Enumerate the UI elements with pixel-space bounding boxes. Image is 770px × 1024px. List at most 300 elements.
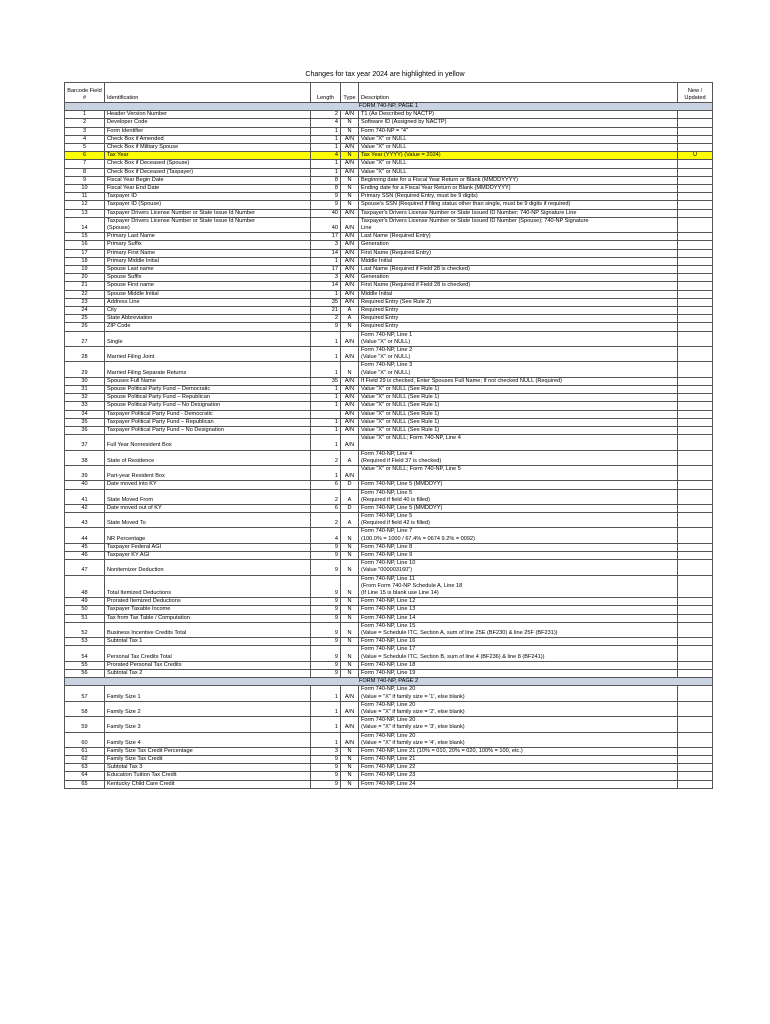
field-identification: Family Size Tax Credit Percentage — [105, 747, 311, 755]
table-row — [65, 307, 713, 315]
field-length: 14 — [311, 282, 341, 290]
field-length: 1 — [311, 347, 341, 362]
new-updated-flag — [678, 385, 713, 393]
field-description — [359, 217, 678, 232]
new-updated-flag — [678, 135, 713, 143]
new-updated-flag — [678, 282, 713, 290]
field-number: 60 — [65, 732, 105, 747]
field-description — [359, 717, 678, 732]
table-row — [65, 418, 713, 426]
field-identification: Spouse Political Party Fund – Democratic — [105, 385, 311, 393]
new-updated-flag — [678, 598, 713, 606]
field-description — [359, 701, 678, 716]
new-updated-flag — [678, 418, 713, 426]
field-description: Generation — [359, 241, 678, 249]
table-row — [65, 780, 713, 788]
field-type: N — [341, 780, 359, 788]
new-updated-flag — [678, 290, 713, 298]
field-type: N — [341, 152, 359, 160]
field-length: 1 — [311, 402, 341, 410]
field-number: 14 — [65, 217, 105, 232]
field-identification: Married Filing Joint — [105, 347, 311, 362]
field-type: D — [341, 504, 359, 512]
field-number: 63 — [65, 764, 105, 772]
field-number: 4 — [65, 135, 105, 143]
new-updated-flag — [678, 552, 713, 560]
field-identification: Part-year Resident Box — [105, 465, 311, 480]
table-row — [65, 394, 713, 402]
field-number: 12 — [65, 201, 105, 209]
field-description: If Field 29 is checked, Enter Spouses Full Name; If not checked NULL (Required) — [359, 377, 678, 385]
field-description: Generation — [359, 274, 678, 282]
field-length: 9 — [311, 560, 341, 575]
field-length: 1 — [311, 160, 341, 168]
cell-text-line: Form 740-NP, Line 5 — [361, 513, 413, 520]
cell-text-line: Form 740-NP, Line 1 — [361, 331, 413, 338]
field-type: N — [341, 669, 359, 677]
field-identification: Primary Middle Initial — [105, 257, 311, 265]
cell-text-line: (If Line 15 is blank use Line 14) — [361, 590, 439, 597]
field-identification: City — [105, 307, 311, 315]
field-identification: Full Year Nonresident Box — [105, 435, 311, 450]
field-description — [359, 646, 678, 661]
field-number: 25 — [65, 315, 105, 323]
header-identification: Identification — [105, 83, 311, 103]
cell-text-line: Form 740-NP, Line 3 — [361, 362, 413, 369]
cell-text-line: Form 740-NP, Line 7 — [361, 528, 413, 535]
cell-text-line: (From Form 740-NP Schedule A, Line 18 — [361, 582, 463, 589]
field-type: A/N — [341, 701, 359, 716]
field-identification: Date moved out of KY — [105, 504, 311, 512]
field-type: N — [341, 323, 359, 331]
field-type: A/N — [341, 686, 359, 701]
field-identification: Taxpayer Drivers License Number or State Issue Id Number — [105, 209, 311, 217]
cell-text-line: Form 740-NP, Line 20 — [361, 732, 416, 739]
field-number: 38 — [65, 450, 105, 465]
cell-text-line: Form 740-NP, Line 20 — [361, 686, 416, 693]
new-updated-flag — [678, 772, 713, 780]
field-length: 1 — [311, 257, 341, 265]
field-description — [359, 513, 678, 528]
new-updated-flag — [678, 622, 713, 637]
field-description: Form 740-NP, Line 19 — [359, 669, 678, 677]
cell-text-line: Form 740-NP, Line 17 — [361, 646, 416, 653]
field-type: N — [341, 201, 359, 209]
field-description — [359, 450, 678, 465]
field-type: N — [341, 362, 359, 377]
new-updated-flag — [678, 266, 713, 274]
field-length: 1 — [311, 394, 341, 402]
field-type: A/N — [341, 135, 359, 143]
new-updated-flag — [678, 450, 713, 465]
field-length: 1 — [311, 168, 341, 176]
field-identification: Personal Tax Credits Total — [105, 646, 311, 661]
field-length: 2 — [311, 450, 341, 465]
table-row — [65, 450, 713, 465]
field-number: 15 — [65, 233, 105, 241]
header-barcode-field: Barcode Field # — [65, 83, 105, 103]
field-length: 21 — [311, 307, 341, 315]
field-type: A/N — [341, 282, 359, 290]
field-length: 17 — [311, 266, 341, 274]
field-type: N — [341, 661, 359, 669]
field-description: Form 740-NP, Line 18 — [359, 661, 678, 669]
field-description: Form 740-NP, Line 9 — [359, 552, 678, 560]
cell-text-line: (Spouse) — [107, 225, 130, 232]
cell-text-line: Form 740-NP, Line 5 — [361, 489, 413, 496]
field-identification: Kentucky Child Care Credit — [105, 780, 311, 788]
field-description: Form 740-NP, Line 5 (MMDDYY) — [359, 504, 678, 512]
table-row — [65, 209, 713, 217]
field-identification: State of Residence — [105, 450, 311, 465]
field-length: 1 — [311, 701, 341, 716]
field-number: 49 — [65, 598, 105, 606]
field-type: N — [341, 528, 359, 543]
field-type: A/N — [341, 209, 359, 217]
cell-text-line: Form 740-NP, Line 20 — [361, 701, 416, 708]
field-identification: State Moved From — [105, 489, 311, 504]
field-type: A/N — [341, 290, 359, 298]
field-number: 57 — [65, 686, 105, 701]
field-length: 1 — [311, 427, 341, 435]
cell-text-line — [361, 442, 675, 449]
field-number: 40 — [65, 481, 105, 489]
field-identification: Taxpayer KY AGI — [105, 552, 311, 560]
field-identification: Fiscal Year Begin Date — [105, 176, 311, 184]
new-updated-flag — [678, 504, 713, 512]
field-description: Form 740-NP = "4" — [359, 127, 678, 135]
field-number: 37 — [65, 435, 105, 450]
field-length: 40 — [311, 217, 341, 232]
field-description: Form 740-NP, Line 21 — [359, 756, 678, 764]
new-updated-flag — [678, 249, 713, 257]
field-number: 7 — [65, 160, 105, 168]
field-description: Value "X" or NULL (See Rule 1) — [359, 418, 678, 426]
table-row — [65, 274, 713, 282]
field-description: Value "X" or NULL — [359, 144, 678, 152]
field-type: N — [341, 185, 359, 193]
new-updated-flag — [678, 176, 713, 184]
table-row — [65, 756, 713, 764]
field-type: A/N — [341, 111, 359, 119]
field-length: 1 — [311, 465, 341, 480]
header-length: Length — [311, 83, 341, 103]
cell-text-line: Form 740-NP, Line 2 — [361, 347, 413, 354]
field-type: A/N — [341, 249, 359, 257]
table-row — [65, 315, 713, 323]
table-row — [65, 362, 713, 377]
table-row — [65, 282, 713, 290]
field-type: A/N — [341, 298, 359, 306]
field-length: 9 — [311, 598, 341, 606]
field-identification: Check Box if Military Spouse — [105, 144, 311, 152]
field-type: D — [341, 481, 359, 489]
field-number: 19 — [65, 266, 105, 274]
field-identification: Address Line — [105, 298, 311, 306]
cell-text-line: Taxpayer's Drivers License Number or State Issued ID Number (Spouse); 740-NP Signature — [361, 217, 589, 224]
field-description — [359, 686, 678, 701]
field-type: A/N — [341, 435, 359, 450]
field-type: A/N — [341, 144, 359, 152]
cell-text-line: (Value = "X" if family size = '2', else blank) — [361, 708, 465, 715]
section-title: FORM 740-NP, PAGE 1 — [65, 103, 713, 111]
field-number: 16 — [65, 241, 105, 249]
field-description: Value "X" or NULL (See Rule 1) — [359, 410, 678, 418]
field-number: 21 — [65, 282, 105, 290]
cell-text-line: (Required if field 42 is filled) — [361, 520, 431, 527]
field-number: 11 — [65, 193, 105, 201]
header-type: Type — [341, 83, 359, 103]
field-length: 1 — [311, 127, 341, 135]
table-row — [65, 638, 713, 646]
field-identification: Prorated Personal Tax Credits — [105, 661, 311, 669]
field-type: N — [341, 638, 359, 646]
field-length: 9 — [311, 780, 341, 788]
cell-text-line: Line — [361, 225, 372, 232]
new-updated-flag — [678, 217, 713, 232]
field-description: Form 740-NP, Line 22 — [359, 764, 678, 772]
new-updated-flag — [678, 347, 713, 362]
new-updated-flag — [678, 394, 713, 402]
field-length: 1 — [311, 135, 341, 143]
field-identification — [105, 217, 311, 232]
table-row — [65, 111, 713, 119]
new-updated-flag — [678, 669, 713, 677]
table-row — [65, 661, 713, 669]
field-length: 6 — [311, 504, 341, 512]
field-length: 9 — [311, 661, 341, 669]
table-row — [65, 504, 713, 512]
field-number: 35 — [65, 418, 105, 426]
table-row — [65, 717, 713, 732]
field-description: First Name (Required if Field 28 is checked) — [359, 282, 678, 290]
new-updated-flag — [678, 307, 713, 315]
new-updated-flag — [678, 717, 713, 732]
field-type: N — [341, 764, 359, 772]
field-description: Form 740-NP, Line 13 — [359, 606, 678, 614]
section-header-row — [65, 103, 713, 111]
field-type: N — [341, 614, 359, 622]
field-description — [359, 560, 678, 575]
field-number: 22 — [65, 290, 105, 298]
table-row — [65, 298, 713, 306]
field-description: Last Name (Required Entry) — [359, 233, 678, 241]
cell-text-line: Form 740-NP, Line 20 — [361, 717, 416, 724]
field-description: Form 740-NP, Line 8 — [359, 543, 678, 551]
new-updated-flag — [678, 638, 713, 646]
field-number: 50 — [65, 606, 105, 614]
field-length: 1 — [311, 732, 341, 747]
cell-text-line: Form 740-NP, Line 4 — [361, 450, 413, 457]
field-type: A — [341, 513, 359, 528]
field-description — [359, 362, 678, 377]
field-length: 9 — [311, 575, 341, 598]
new-updated-flag — [678, 323, 713, 331]
new-updated-flag — [678, 111, 713, 119]
field-identification: State Abbreviation — [105, 315, 311, 323]
table-row — [65, 290, 713, 298]
new-updated-flag — [678, 435, 713, 450]
field-number: 2 — [65, 119, 105, 127]
field-number: 41 — [65, 489, 105, 504]
table-row — [65, 764, 713, 772]
field-number: 53 — [65, 638, 105, 646]
field-type: N — [341, 119, 359, 127]
field-length: 14 — [311, 249, 341, 257]
field-identification: Developer Code — [105, 119, 311, 127]
field-type: N — [341, 552, 359, 560]
table-row — [65, 598, 713, 606]
field-number: 48 — [65, 575, 105, 598]
field-type: A/N — [341, 331, 359, 346]
field-description: Required Entry — [359, 307, 678, 315]
new-updated-flag — [678, 209, 713, 217]
field-identification: State Moved To — [105, 513, 311, 528]
field-identification: Spouses Full Name — [105, 377, 311, 385]
cell-text-line: Form 740-NP, Line 10 — [361, 560, 416, 567]
field-type: N — [341, 176, 359, 184]
field-identification: ZIP Code — [105, 323, 311, 331]
field-identification: Subtotal Tax 3 — [105, 764, 311, 772]
new-updated-flag — [678, 560, 713, 575]
table-row — [65, 217, 713, 232]
table-row — [65, 606, 713, 614]
field-number: 58 — [65, 701, 105, 716]
field-description: Required Entry — [359, 323, 678, 331]
table-row — [65, 543, 713, 551]
field-number: 65 — [65, 780, 105, 788]
new-updated-flag — [678, 298, 713, 306]
table-row — [65, 241, 713, 249]
field-description: Beginning date for a Fiscal Year Return or Blank (MMDDYYYY) — [359, 176, 678, 184]
field-type: A/N — [341, 427, 359, 435]
field-type: A/N — [341, 274, 359, 282]
section-header-row — [65, 678, 713, 686]
field-type: N — [341, 193, 359, 201]
field-length: 1 — [311, 290, 341, 298]
field-length: 9 — [311, 543, 341, 551]
field-type: A/N — [341, 385, 359, 393]
cell-text-line: (100.0% = 1000 / 67.4% = 0674 9.2% = 0092) — [361, 535, 475, 542]
field-length: 9 — [311, 193, 341, 201]
field-type: A/N — [341, 377, 359, 385]
field-type: N — [341, 575, 359, 598]
field-identification: Spouse Middle Initial — [105, 290, 311, 298]
new-updated-flag — [678, 780, 713, 788]
field-identification: Business Incentive Credits Total — [105, 622, 311, 637]
field-identification: Single — [105, 331, 311, 346]
field-length: 2 — [311, 513, 341, 528]
new-updated-flag — [678, 764, 713, 772]
field-type: A/N — [341, 717, 359, 732]
new-updated-flag — [678, 646, 713, 661]
field-length: 9 — [311, 622, 341, 637]
new-updated-flag: U — [678, 152, 713, 160]
table-row — [65, 686, 713, 701]
new-updated-flag — [678, 661, 713, 669]
cell-text-line: Form 740-NP, Line 15 — [361, 622, 416, 629]
field-description — [359, 528, 678, 543]
field-identification: Date moved into KY — [105, 481, 311, 489]
table-row — [65, 377, 713, 385]
field-identification: Spouse Political Party Fund – No Designation — [105, 402, 311, 410]
field-length: 3 — [311, 747, 341, 755]
field-number: 34 — [65, 410, 105, 418]
field-number: 46 — [65, 552, 105, 560]
field-identification: Nonitemizer Deduction — [105, 560, 311, 575]
field-description: Required Entry (See Rule 2) — [359, 298, 678, 306]
field-length: 2 — [311, 111, 341, 119]
table-row — [65, 201, 713, 209]
field-length: 1 — [311, 686, 341, 701]
field-identification: Form Identifier — [105, 127, 311, 135]
table-row — [65, 646, 713, 661]
field-type: A/N — [341, 418, 359, 426]
section-title: FORM 740-NP, PAGE 2 — [65, 678, 713, 686]
new-updated-flag — [678, 528, 713, 543]
field-number: 52 — [65, 622, 105, 637]
table-row — [65, 331, 713, 346]
new-updated-flag — [678, 732, 713, 747]
field-length: 9 — [311, 669, 341, 677]
field-type: N — [341, 772, 359, 780]
field-description: Form 740-NP, Line 16 — [359, 638, 678, 646]
field-description — [359, 622, 678, 637]
table-row — [65, 575, 713, 598]
table-row — [65, 528, 713, 543]
field-length: 1 — [311, 331, 341, 346]
field-identification: Check Box if Deceased (Taxpayer) — [105, 168, 311, 176]
table-row — [65, 193, 713, 201]
field-number: 47 — [65, 560, 105, 575]
field-identification: Taxpayer ID (Spouse) — [105, 201, 311, 209]
field-length: 2 — [311, 489, 341, 504]
field-length: 1 — [311, 435, 341, 450]
field-length: 9 — [311, 606, 341, 614]
table-row — [65, 168, 713, 176]
table-row — [65, 732, 713, 747]
table-row — [65, 622, 713, 637]
field-number: 9 — [65, 176, 105, 184]
cell-text-line: (Value = Schedule ITC, Section A, sum of line 25E (BF230) & line 25F (BF231)) — [361, 630, 558, 636]
table-row — [65, 127, 713, 135]
field-identification: Family Size 2 — [105, 701, 311, 716]
table-row — [65, 435, 713, 450]
table-row — [65, 152, 713, 160]
cell-text-line: (Value = "X" if family size = '3', else blank) — [361, 724, 465, 731]
cell-text-line: (Value "000003160") — [361, 567, 413, 574]
field-type: A/N — [341, 402, 359, 410]
new-updated-flag — [678, 274, 713, 282]
table-row — [65, 427, 713, 435]
field-type: A/N — [341, 347, 359, 362]
field-number: 64 — [65, 772, 105, 780]
cell-text-line: (Value = "X" if family size = '1', else blank) — [361, 693, 465, 700]
field-length: 9 — [311, 646, 341, 661]
field-identification: Spouse Suffix — [105, 274, 311, 282]
field-description: Form 740-NP, Line 5 (MMDDYY) — [359, 481, 678, 489]
field-type: N — [341, 543, 359, 551]
new-updated-flag — [678, 575, 713, 598]
field-description — [359, 575, 678, 598]
cell-text-line: Taxpayer Drivers License Number or State Issue Id Number — [107, 217, 255, 224]
field-number: 10 — [65, 185, 105, 193]
header-row — [65, 83, 713, 103]
new-updated-flag — [678, 185, 713, 193]
field-number: 32 — [65, 394, 105, 402]
field-number: 24 — [65, 307, 105, 315]
table-row — [65, 266, 713, 274]
